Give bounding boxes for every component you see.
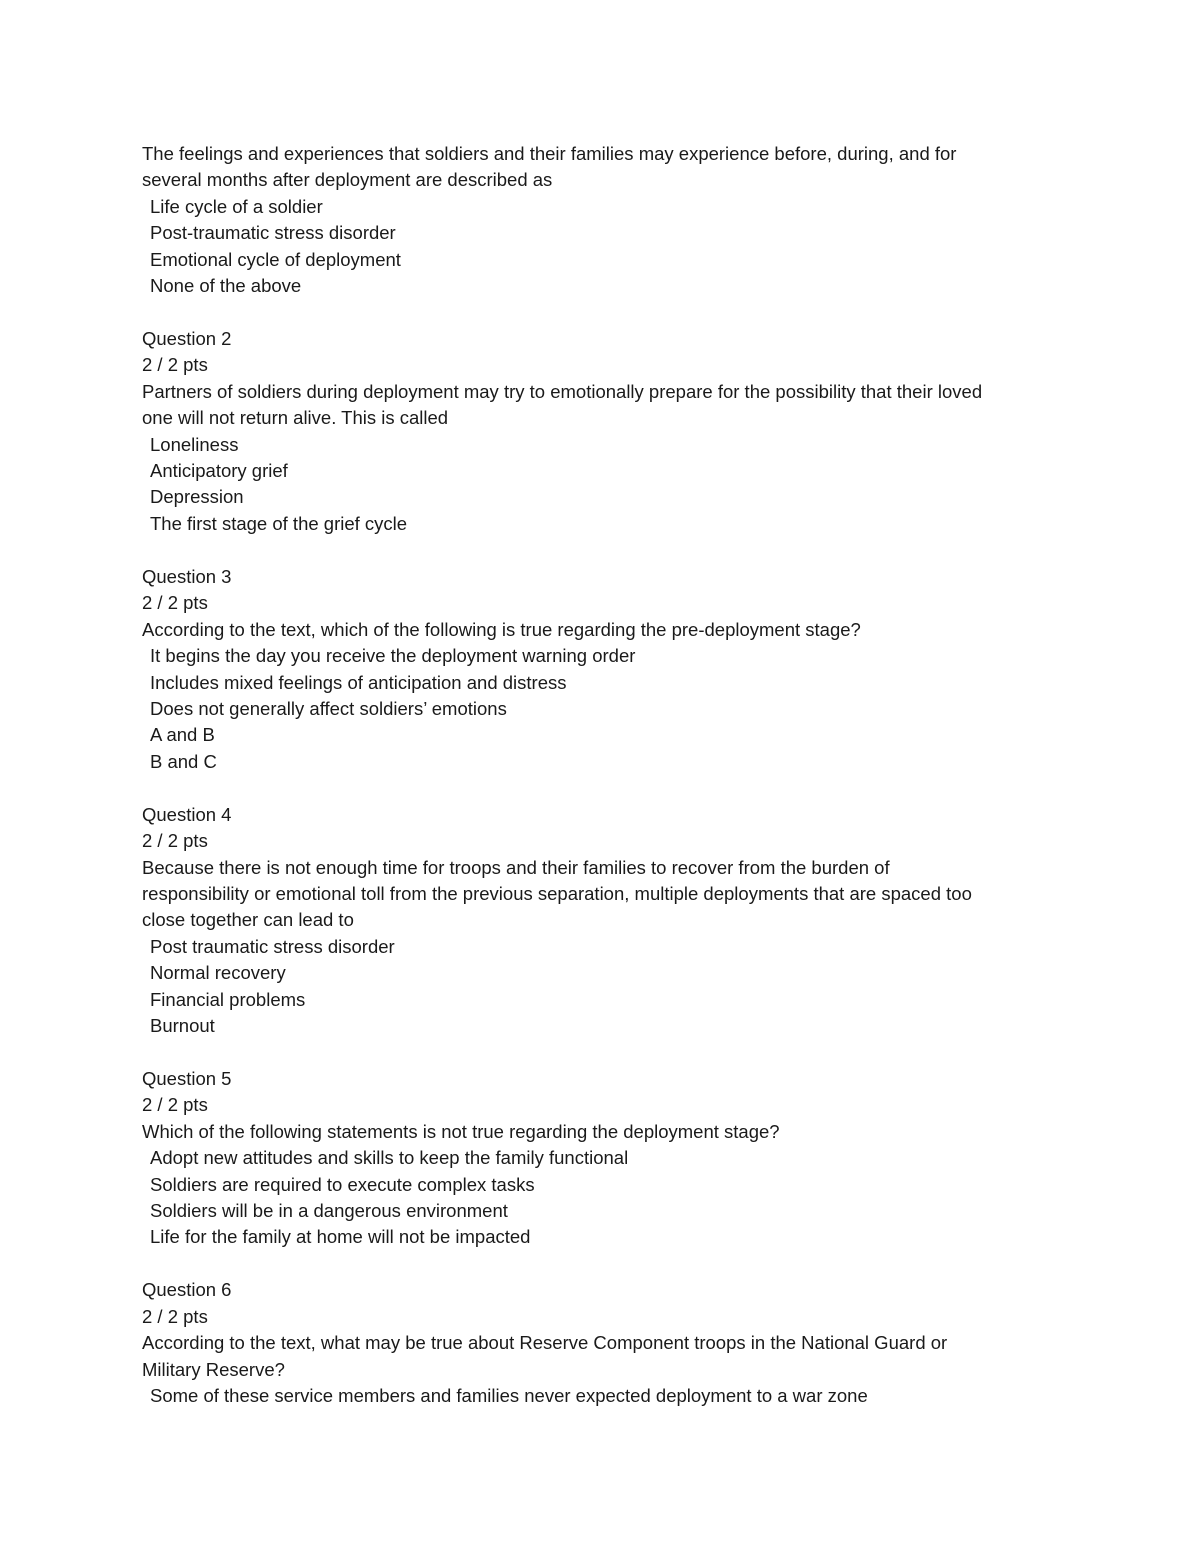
- answer-option: Post-traumatic stress disorder: [150, 222, 396, 244]
- question-prompt-line: responsibility or emotional toll from the previous separation, multiple deployments that are spaced too: [142, 882, 972, 904]
- question-prompt-line: According to the text, what may be true about Reserve Component troops in the National Guard or: [142, 1332, 948, 1354]
- question-prompt-line: Partners of soldiers during deployment may try to emotionally prepare for the possibility that their loved: [142, 380, 983, 402]
- question-prompt-line: one will not return alive. This is called: [142, 407, 449, 429]
- answer-option: Soldiers are required to execute complex tasks: [150, 1173, 535, 1195]
- question-prompt-line: close together can lead to: [142, 909, 354, 931]
- answer-option: Burnout: [150, 1014, 215, 1036]
- question-header: Question 3: [142, 565, 232, 587]
- answer-option: Normal recovery: [150, 962, 286, 984]
- answer-option: Life cycle of a soldier: [150, 195, 323, 217]
- answer-option: Includes mixed feelings of anticipation and distress: [150, 671, 567, 693]
- answer-option: A and B: [150, 724, 215, 746]
- question-points: 2 / 2 pts: [142, 830, 208, 852]
- question-3: [142, 564, 1072, 775]
- answer-option: Soldiers will be in a dangerous environment: [150, 1200, 508, 1221]
- document-page: [142, 141, 1072, 1436]
- question-points: 2 / 2 pts: [142, 1094, 208, 1116]
- answer-option: Some of these service members and families never expected deployment to a war zone: [150, 1385, 868, 1407]
- answer-option: The first stage of the grief cycle: [150, 512, 408, 534]
- question-prompt-line: According to the text, which of the following is true regarding the pre-deployment stage?: [142, 618, 861, 640]
- question-prompt-line: Military Reserve?: [142, 1358, 285, 1380]
- question-2: [142, 326, 1072, 537]
- question-prompt-line: The feelings and experiences that soldiers and their families may experience before, during, and for: [142, 143, 957, 164]
- answer-option: Depression: [150, 486, 244, 508]
- question-prompt-line: several months after deployment are described as: [142, 169, 553, 191]
- question-prompt-line: Because there is not enough time for troops and their families to recover from the burden of: [142, 856, 890, 878]
- answer-option: It begins the day you receive the deployment warning order: [150, 645, 636, 667]
- question-6: [142, 1277, 1072, 1409]
- answer-option: Life for the family at home will not be impacted: [150, 1226, 531, 1248]
- answer-option: Adopt new attitudes and skills to keep the family functional: [150, 1147, 629, 1169]
- answer-option: Financial problems: [150, 988, 306, 1010]
- question-points: 2 / 2 pts: [142, 354, 208, 376]
- answer-option: Emotional cycle of deployment: [150, 248, 401, 270]
- answer-option: Anticipatory grief: [150, 460, 288, 482]
- question-points: 2 / 2 pts: [142, 1305, 208, 1327]
- question-header: Question 2: [142, 328, 232, 350]
- question-points: 2 / 2 pts: [142, 592, 208, 614]
- answer-option: Post traumatic stress disorder: [150, 935, 395, 957]
- question-prompt-line: Which of the following statements is not true regarding the deployment stage?: [142, 1120, 780, 1142]
- question-header: Question 6: [142, 1279, 232, 1301]
- question-header: Question 5: [142, 1067, 232, 1089]
- answer-option: B and C: [150, 750, 217, 772]
- question-header: Question 4: [142, 803, 232, 825]
- question-1: [142, 141, 1072, 299]
- answer-option: Does not generally affect soldiers’ emotions: [150, 697, 507, 719]
- question-5: [142, 1066, 1072, 1251]
- answer-option: Loneliness: [150, 433, 239, 455]
- question-4: [142, 802, 1072, 1040]
- answer-option: None of the above: [150, 275, 302, 297]
